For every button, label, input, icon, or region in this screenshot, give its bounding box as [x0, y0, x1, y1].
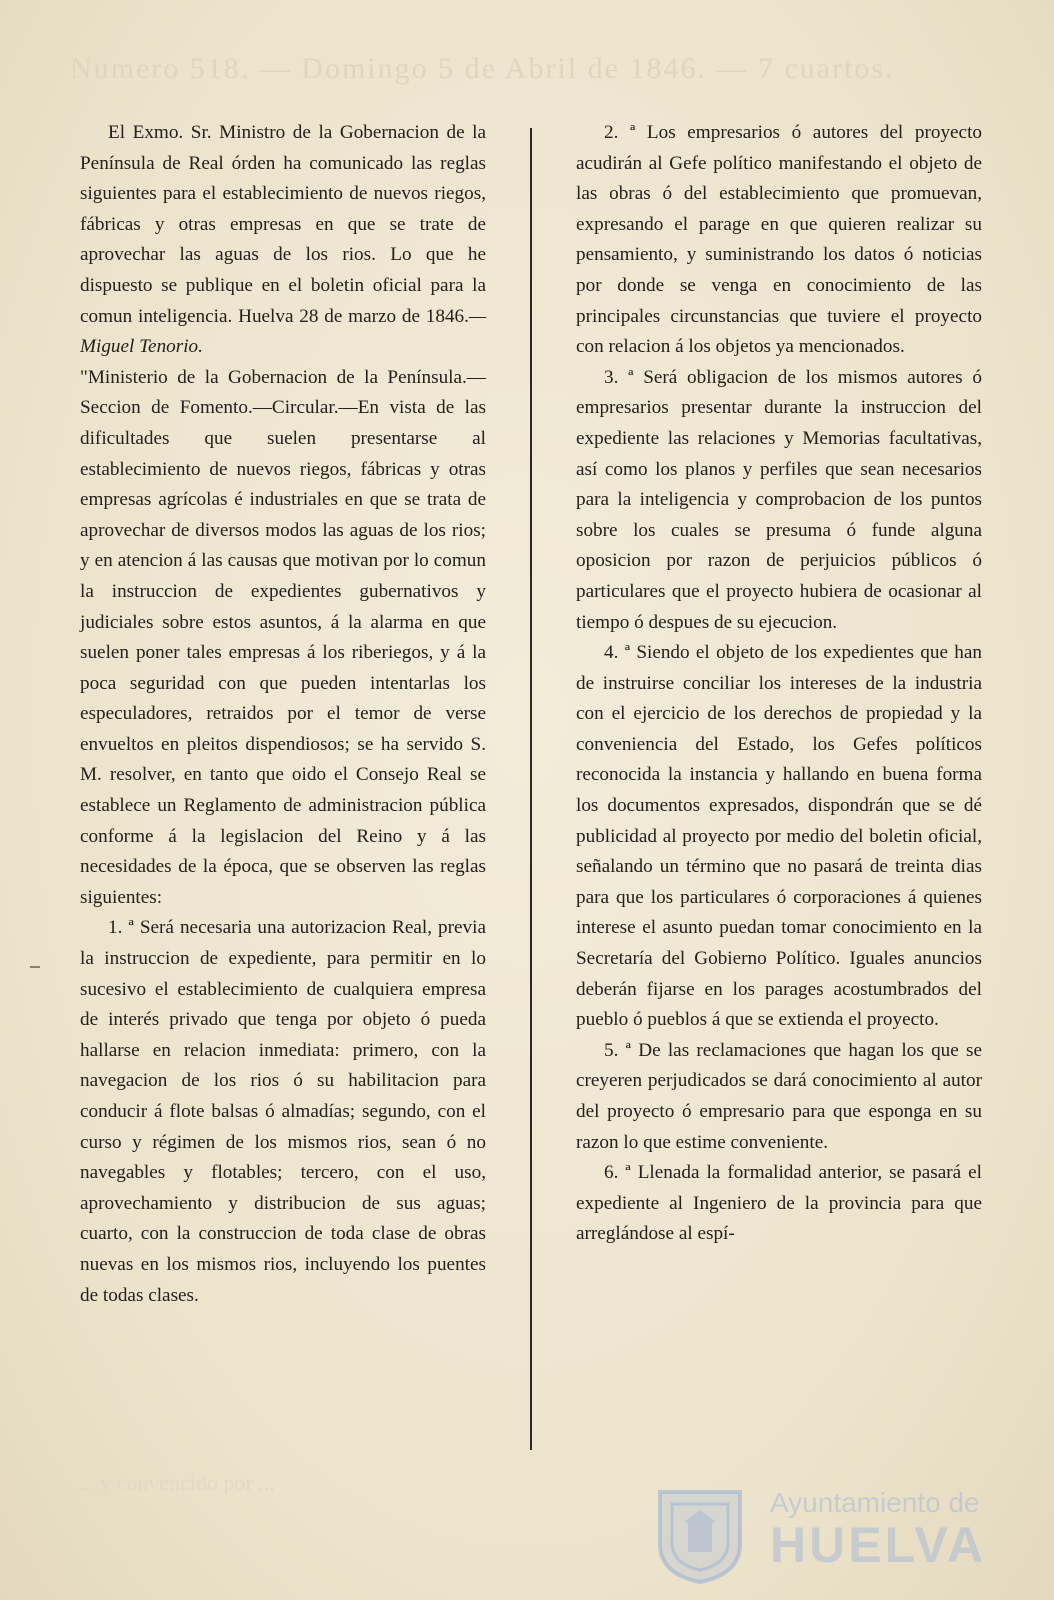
rule-3-number: 3. ª [604, 366, 634, 388]
rule-3 [576, 363, 982, 638]
rule-3-text: Será obligacion de los mismos autores ó empresarios presentar durante la instruccion del expediente las relaciones y Memorias facultativas, así como los planos y perfiles que sean necesarios para la inteligencia y comprobacion de los puntos sobre los cuales se presuma ó funde alguna oposicion por razon de perjuicios públicos ó particulares que el proyecto hubiera de ocasionar al tiempo ó despues de su ejecucion. [576, 366, 982, 633]
rule-1 [80, 913, 486, 1311]
rule-5 [576, 1036, 982, 1158]
right-column [576, 118, 982, 1250]
rule-2-text: Los empresarios ó autores del proyecto acudirán al Gefe político manifestando el objeto de las obras ó del establecimiento que promuevan, expresando el parage en que quieren realizar su pensamiento, y suministrando los datos ó noticias por donde se venga en conocimiento de las principales circunstancias que tuviere el proyecto con relacion á los objetos ya mencionados. [576, 122, 982, 358]
signature: —Miguel Tenorio. [80, 305, 486, 358]
watermark-line-2: HUELVA [770, 1517, 987, 1573]
header-bleed-through: Numero 518. — Domingo 5 de Abril de 1846. — 7 cuartos. [70, 52, 895, 85]
rule-6-number: 6. ª [604, 1162, 631, 1184]
rule-5-text: De las reclamaciones que hagan los que se creyeren perjudicados se dará conocimiento al autor del proyecto ó empresario para que esponga en su razon lo que estime conveniente. [576, 1039, 983, 1153]
circular-paragraph: "Ministerio de la Gobernacion de la Península.—Seccion de Fomento.—Circular.—En vista de las dificultades que suelen presentarse al establecimiento de nuevos riegos, fábricas y otras empresas agrícolas é industriales en que se trata de aprovechar de diversos modos las aguas de los rios; y en atencion á las causas que motivan por lo comun la instruccion de expedientes gubernativos y judiciales sobre estos asuntos, á la alarma en que suelen poner tales empresas á los riberiegos, y á la poca seguridad con que pueden intentarlas los especuladores, retraidos por el temor de verse envueltos en pleitos dispendiosos; se ha servido S. M. resolver, en tanto que oido el Consejo Real se establece un Reglamento de administracion pública conforme á la legislacion del Reino y á las necesidades de la época, que se observen las reglas siguientes: [80, 366, 486, 908]
city-seal-icon [650, 1482, 750, 1586]
intro-text: El Exmo. Sr. Ministro de la Gobernacion de la Península de Real órden ha comunicado las reglas siguientes para el establecimiento de nuevos riegos, fábricas y otras empresas en que se trate de aprovechar las aguas de los rios. Lo que he dispuesto se publique en el boletin oficial para la comun inteligencia. Huelva 28 de marzo de 1846. [80, 122, 486, 327]
rule-6 [576, 1158, 982, 1250]
rule-4-number: 4. ª [604, 642, 630, 664]
left-column [80, 118, 486, 1311]
rule-2-number: 2. ª [604, 122, 636, 143]
rule-1-text: Será necesaria una autorizacion Real, previa la instruccion de expediente, para permitir en lo sucesivo el establecimiento de cualquiera empresa de interés privado que tenga por objeto ó pueda hallarse en relacion inmediata: primero, con la navegacion de los rios ó su habilitacion para conducir á flote balsas ó almadías; segundo, con el curso y régimen de los mismos rios, sean ó no navegables y flotables; tercero, con el uso, aprovechamiento y distribucion de sus aguas; cuarto, con la construccion de toda clase de obras nuevas en los mismos rios, incluyendo los puentes de todas clases. [80, 917, 486, 1306]
watermark [770, 1488, 986, 1572]
rule-2 [576, 118, 982, 363]
rule-6-text: Llenada la formalidad anterior, se pasará el expediente al Ingeniero de la provincia para que arreglándose al espí- [576, 1162, 982, 1245]
footer-bleed-through: ... y convencido por ... [78, 1470, 275, 1495]
rule-4 [576, 638, 982, 1036]
column-divider [530, 128, 532, 1450]
rule-1-number: 1. ª [108, 917, 134, 939]
rule-5-number: 5. ª [604, 1039, 631, 1061]
margin-mark [30, 966, 40, 968]
rule-4-text: Siendo el objeto de los expedientes que han de instruirse conciliar los intereses de la industria con el ejercicio de los derechos de propiedad y la conveniencia del Estado, los Gefes políticos reconocida la instancia y hallando en buena forma los documentos expresados, dispondrán que se dé publicidad al proyecto por medio del boletin oficial, señalando un término que no pasará de treinta dias para que los particulares ó corporaciones á quienes interese el asunto puedan tomar conocimiento en la Secretaría del Gobierno Político. Iguales anuncios deberán fijarse en los parages acostumbrados del pueblo ó pueblos á que se extienda el proyecto. [576, 642, 983, 1031]
watermark-line-1: Ayuntamiento de [770, 1487, 980, 1518]
intro-paragraph [80, 118, 486, 363]
